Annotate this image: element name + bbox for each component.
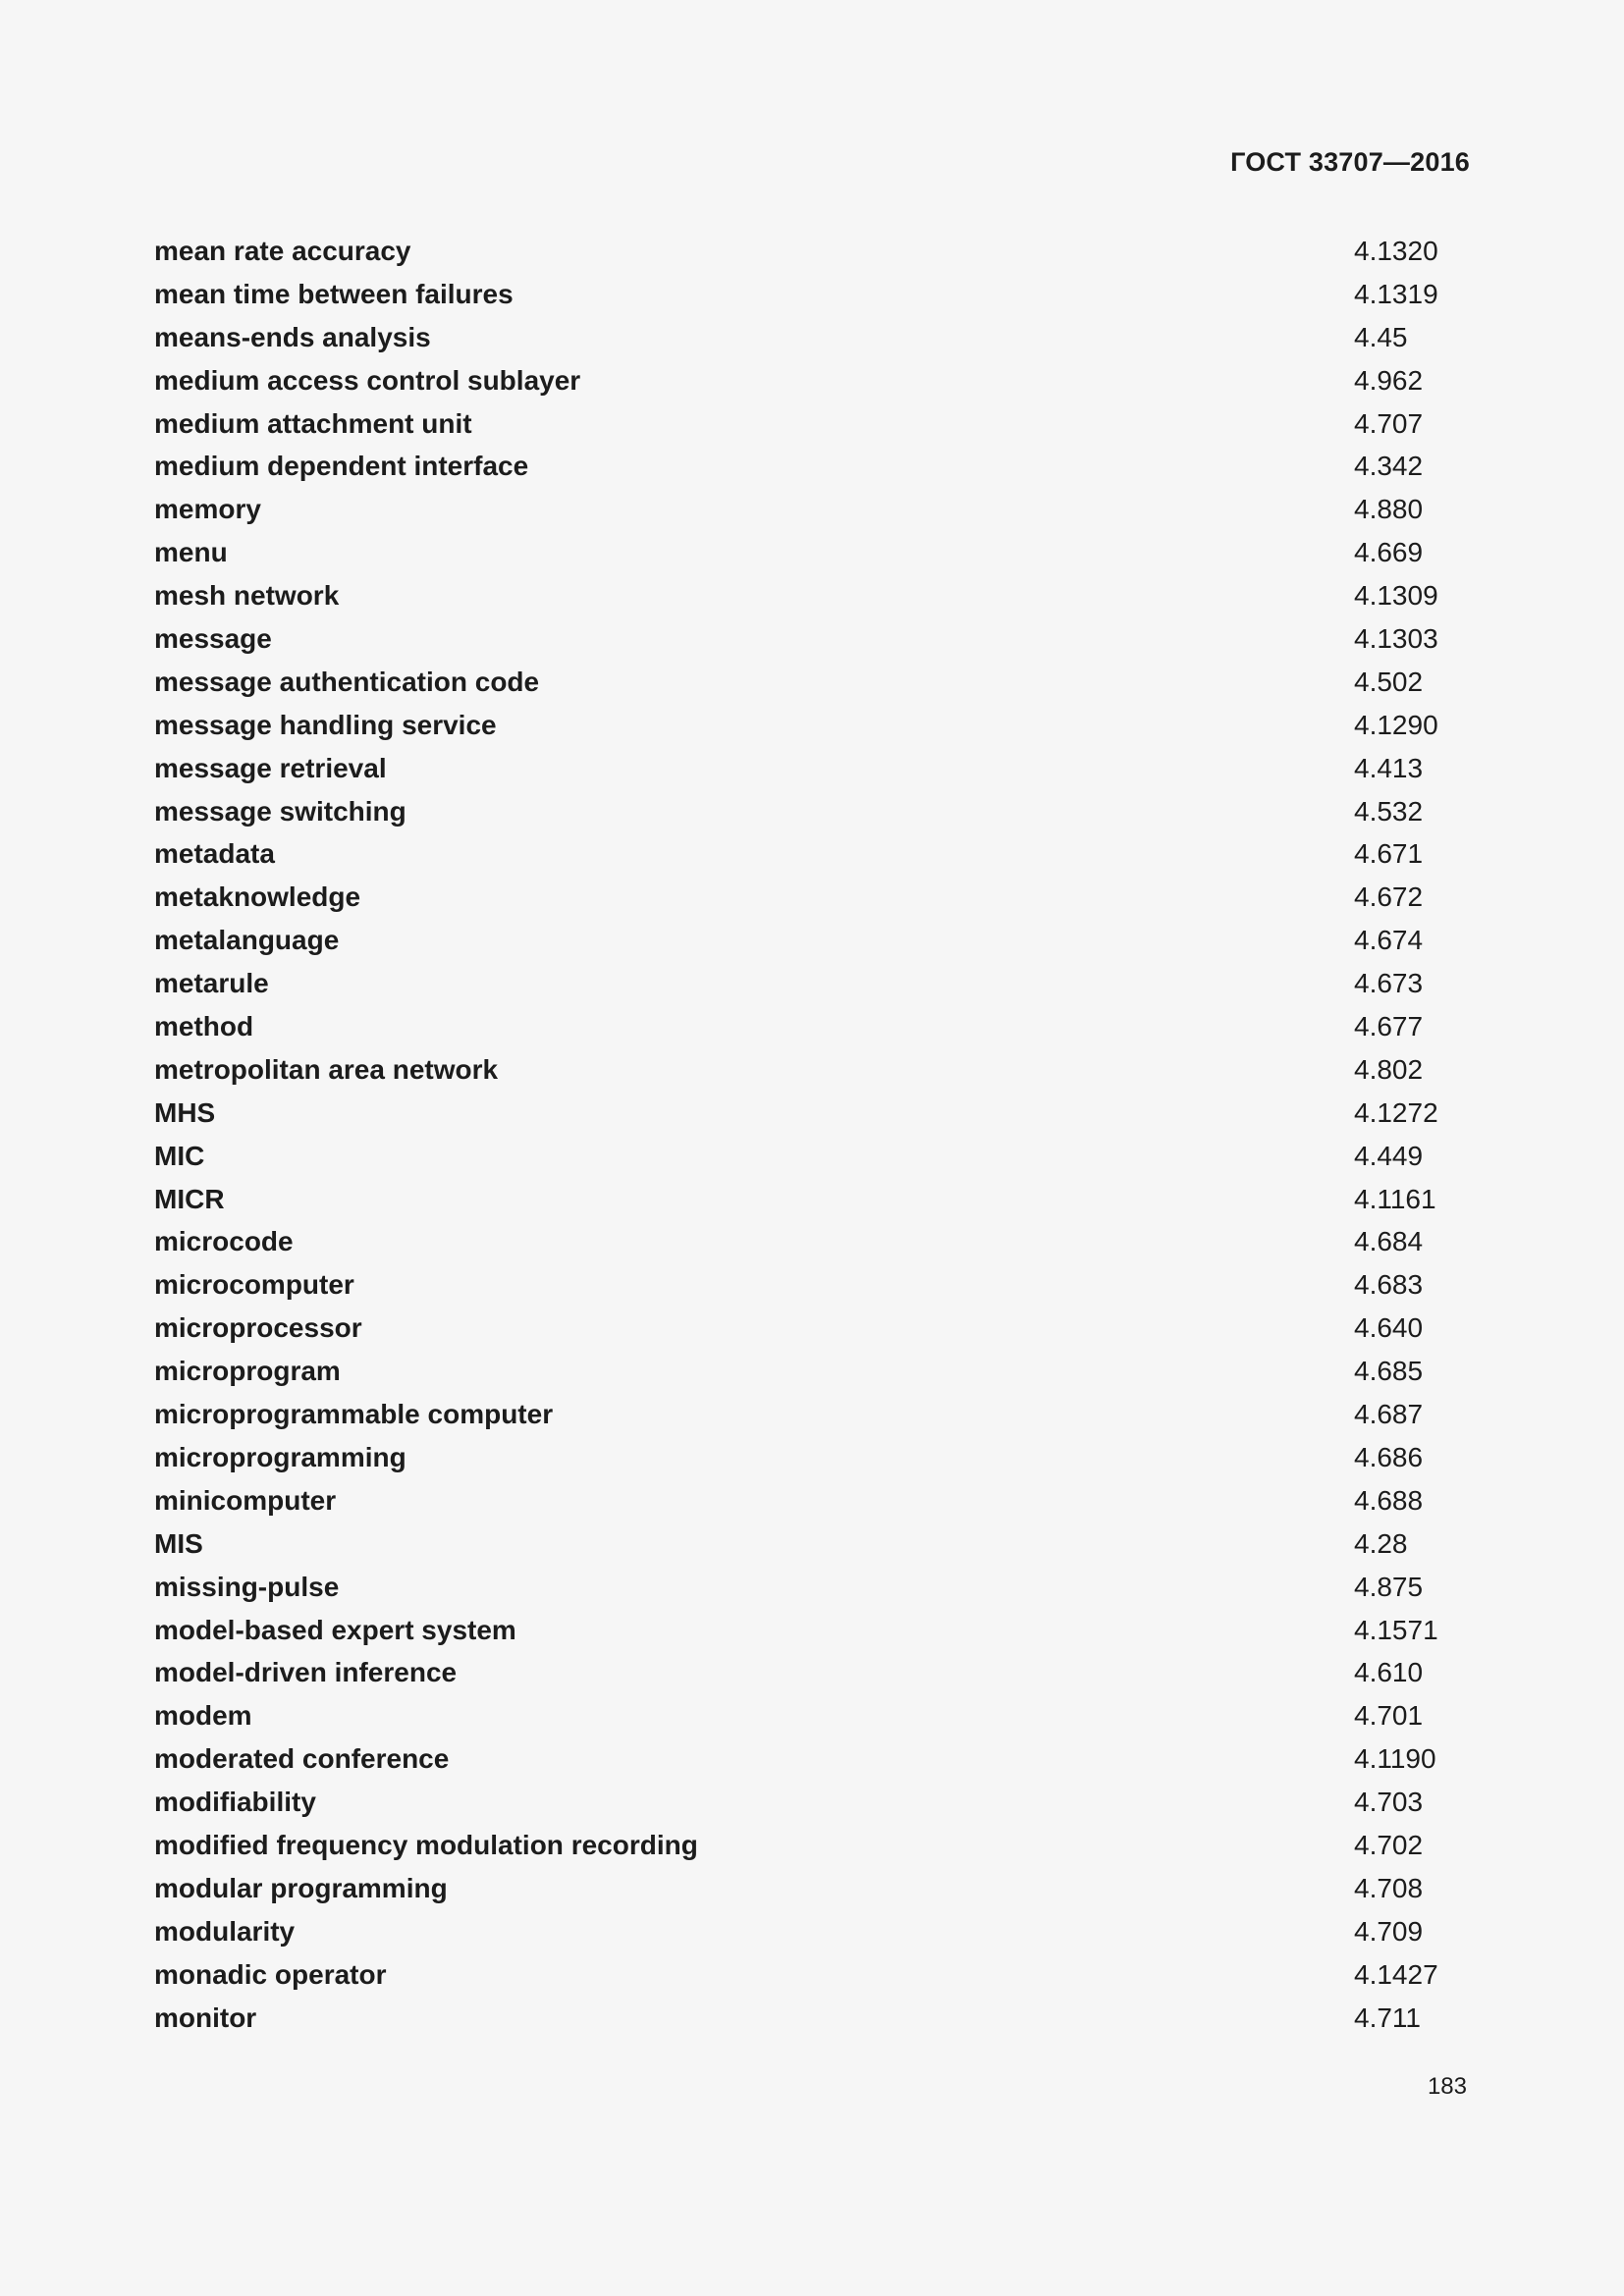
index-entry	[154, 1485, 1470, 1528]
index-reference: 4.669	[1354, 537, 1424, 568]
index-term: mean rate accuracy	[154, 236, 411, 266]
index-term: metarule	[154, 968, 269, 999]
index-reference: 4.687	[1354, 1399, 1424, 1430]
index-entry	[154, 623, 1470, 667]
index-term: message retrieval	[154, 752, 387, 783]
index-entry	[154, 1011, 1470, 1054]
index-entry	[154, 236, 1470, 279]
index-term: MICR	[154, 1183, 225, 1214]
index-term: metropolitan area network	[154, 1053, 499, 1085]
index-reference: 4.688	[1354, 1484, 1424, 1516]
index-term: microprogramming	[154, 1441, 406, 1472]
index-entry	[154, 1054, 1470, 1097]
index-reference: 4.28	[1354, 1527, 1408, 1559]
index-term: mean time between failures	[154, 278, 514, 309]
index-reference: 4.413	[1354, 752, 1424, 783]
index-term: minicomputer	[154, 1484, 337, 1516]
index-term: MHS	[154, 1096, 216, 1128]
index-entry	[154, 494, 1470, 537]
index-reference: 4.962	[1354, 364, 1424, 396]
index-term: microcode	[154, 1226, 294, 1257]
index-entry	[154, 968, 1470, 1011]
index-entry	[154, 838, 1470, 881]
index-entry	[154, 1657, 1470, 1700]
index-reference: 4.674	[1354, 925, 1424, 956]
index-entry	[154, 1787, 1470, 1830]
index-reference: 4.1303	[1354, 623, 1438, 655]
index-term: message handling service	[154, 709, 497, 740]
index-term: microcomputer	[154, 1269, 354, 1301]
index-entry	[154, 1743, 1470, 1787]
index-term: modified frequency modulation recording	[154, 1829, 698, 1860]
index-entry	[154, 753, 1470, 796]
index-term: medium dependent interface	[154, 451, 529, 482]
index-term: modem	[154, 1700, 252, 1732]
index-reference: 4.1290	[1354, 709, 1438, 740]
index-reference: 4.610	[1354, 1657, 1424, 1688]
index-term: mesh network	[154, 580, 340, 612]
index-reference: 4.708	[1354, 1872, 1424, 1903]
index-entry	[154, 537, 1470, 580]
index-reference: 4.671	[1354, 838, 1424, 870]
index-term: metaknowledge	[154, 881, 361, 913]
index-term: metalanguage	[154, 925, 340, 956]
index-reference: 4.1427	[1354, 1958, 1438, 1990]
index-reference: 4.1161	[1354, 1183, 1436, 1214]
index-term: model-driven inference	[154, 1657, 458, 1688]
index-term: MIC	[154, 1140, 205, 1171]
index-reference: 4.677	[1354, 1011, 1424, 1042]
index-reference: 4.702	[1354, 1829, 1424, 1860]
index-term: metadata	[154, 838, 275, 870]
index-reference: 4.673	[1354, 968, 1424, 999]
index-entry	[154, 881, 1470, 925]
index-reference: 4.1320	[1354, 236, 1438, 266]
index-entry	[154, 1226, 1470, 1269]
index-reference: 4.1190	[1354, 1743, 1436, 1775]
index-entry	[154, 796, 1470, 839]
index-reference: 4.502	[1354, 666, 1424, 697]
index-entry	[154, 279, 1470, 322]
index-reference: 4.1571	[1354, 1614, 1438, 1645]
index-reference: 4.1272	[1354, 1096, 1438, 1128]
index-term: modular programming	[154, 1872, 448, 1903]
index-entry	[154, 580, 1470, 623]
index-term: modifiability	[154, 1787, 316, 1818]
index-reference: 4.880	[1354, 494, 1424, 525]
index-entry	[154, 1356, 1470, 1399]
index-entry	[154, 1830, 1470, 1873]
index-term: modularity	[154, 1915, 296, 1947]
index-entry	[154, 1141, 1470, 1184]
index-term: monitor	[154, 2002, 257, 2033]
index-reference: 4.711	[1354, 2002, 1421, 2033]
index-entry	[154, 1312, 1470, 1356]
index-term: moderated conference	[154, 1743, 450, 1775]
index-term: message switching	[154, 795, 406, 827]
index-entry	[154, 1269, 1470, 1312]
index-reference: 4.685	[1354, 1356, 1424, 1387]
index-reference: 4.709	[1354, 1915, 1424, 1947]
index-term: microprocessor	[154, 1312, 362, 1344]
index-term: menu	[154, 537, 228, 568]
index-reference: 4.701	[1354, 1700, 1424, 1732]
index-term: method	[154, 1011, 254, 1042]
index-entry	[154, 1572, 1470, 1615]
index-entry	[154, 925, 1470, 968]
index-term: missing-pulse	[154, 1571, 340, 1602]
index-entry	[154, 1184, 1470, 1227]
index-entry	[154, 2002, 1470, 2046]
index-reference: 4.875	[1354, 1571, 1424, 1602]
index-entry	[154, 365, 1470, 408]
index-entry	[154, 1916, 1470, 1959]
index-entry	[154, 1615, 1470, 1658]
index-entry	[154, 408, 1470, 452]
index-entry	[154, 322, 1470, 365]
index-entry	[154, 1873, 1470, 1916]
index-term: medium attachment unit	[154, 407, 472, 439]
index-term: microprogrammable computer	[154, 1399, 554, 1430]
index-reference: 4.449	[1354, 1140, 1424, 1171]
index-term: microprogram	[154, 1356, 341, 1387]
index-reference: 4.640	[1354, 1312, 1424, 1344]
index-reference: 4.672	[1354, 881, 1424, 913]
index-reference: 4.342	[1354, 451, 1424, 482]
index-reference: 4.1309	[1354, 580, 1438, 612]
index-entry	[154, 1700, 1470, 1743]
index-list	[154, 236, 1470, 2045]
index-term: MIS	[154, 1527, 203, 1559]
index-entry	[154, 1528, 1470, 1572]
index-term: memory	[154, 494, 261, 525]
page-number: 183	[1427, 2073, 1467, 2100]
index-term: means-ends analysis	[154, 321, 431, 352]
index-term: message authentication code	[154, 666, 540, 697]
index-entry	[154, 710, 1470, 753]
index-entry	[154, 667, 1470, 710]
index-entry	[154, 451, 1470, 494]
index-entry	[154, 1442, 1470, 1485]
index-term: monadic operator	[154, 1958, 387, 1990]
index-reference: 4.1319	[1354, 278, 1438, 309]
index-entry	[154, 1399, 1470, 1442]
index-reference: 4.684	[1354, 1226, 1424, 1257]
index-reference: 4.703	[1354, 1787, 1424, 1818]
index-reference: 4.802	[1354, 1053, 1424, 1085]
index-reference: 4.707	[1354, 407, 1424, 439]
index-entry	[154, 1097, 1470, 1141]
index-entry	[154, 1959, 1470, 2002]
index-reference: 4.683	[1354, 1269, 1424, 1301]
index-reference: 4.45	[1354, 321, 1408, 352]
index-term: model-based expert system	[154, 1614, 516, 1645]
index-term: message	[154, 623, 272, 655]
index-reference: 4.532	[1354, 795, 1424, 827]
index-reference: 4.686	[1354, 1441, 1424, 1472]
standard-code: ГОСТ 33707—2016	[1230, 147, 1470, 177]
index-term: medium access control sublayer	[154, 364, 581, 396]
